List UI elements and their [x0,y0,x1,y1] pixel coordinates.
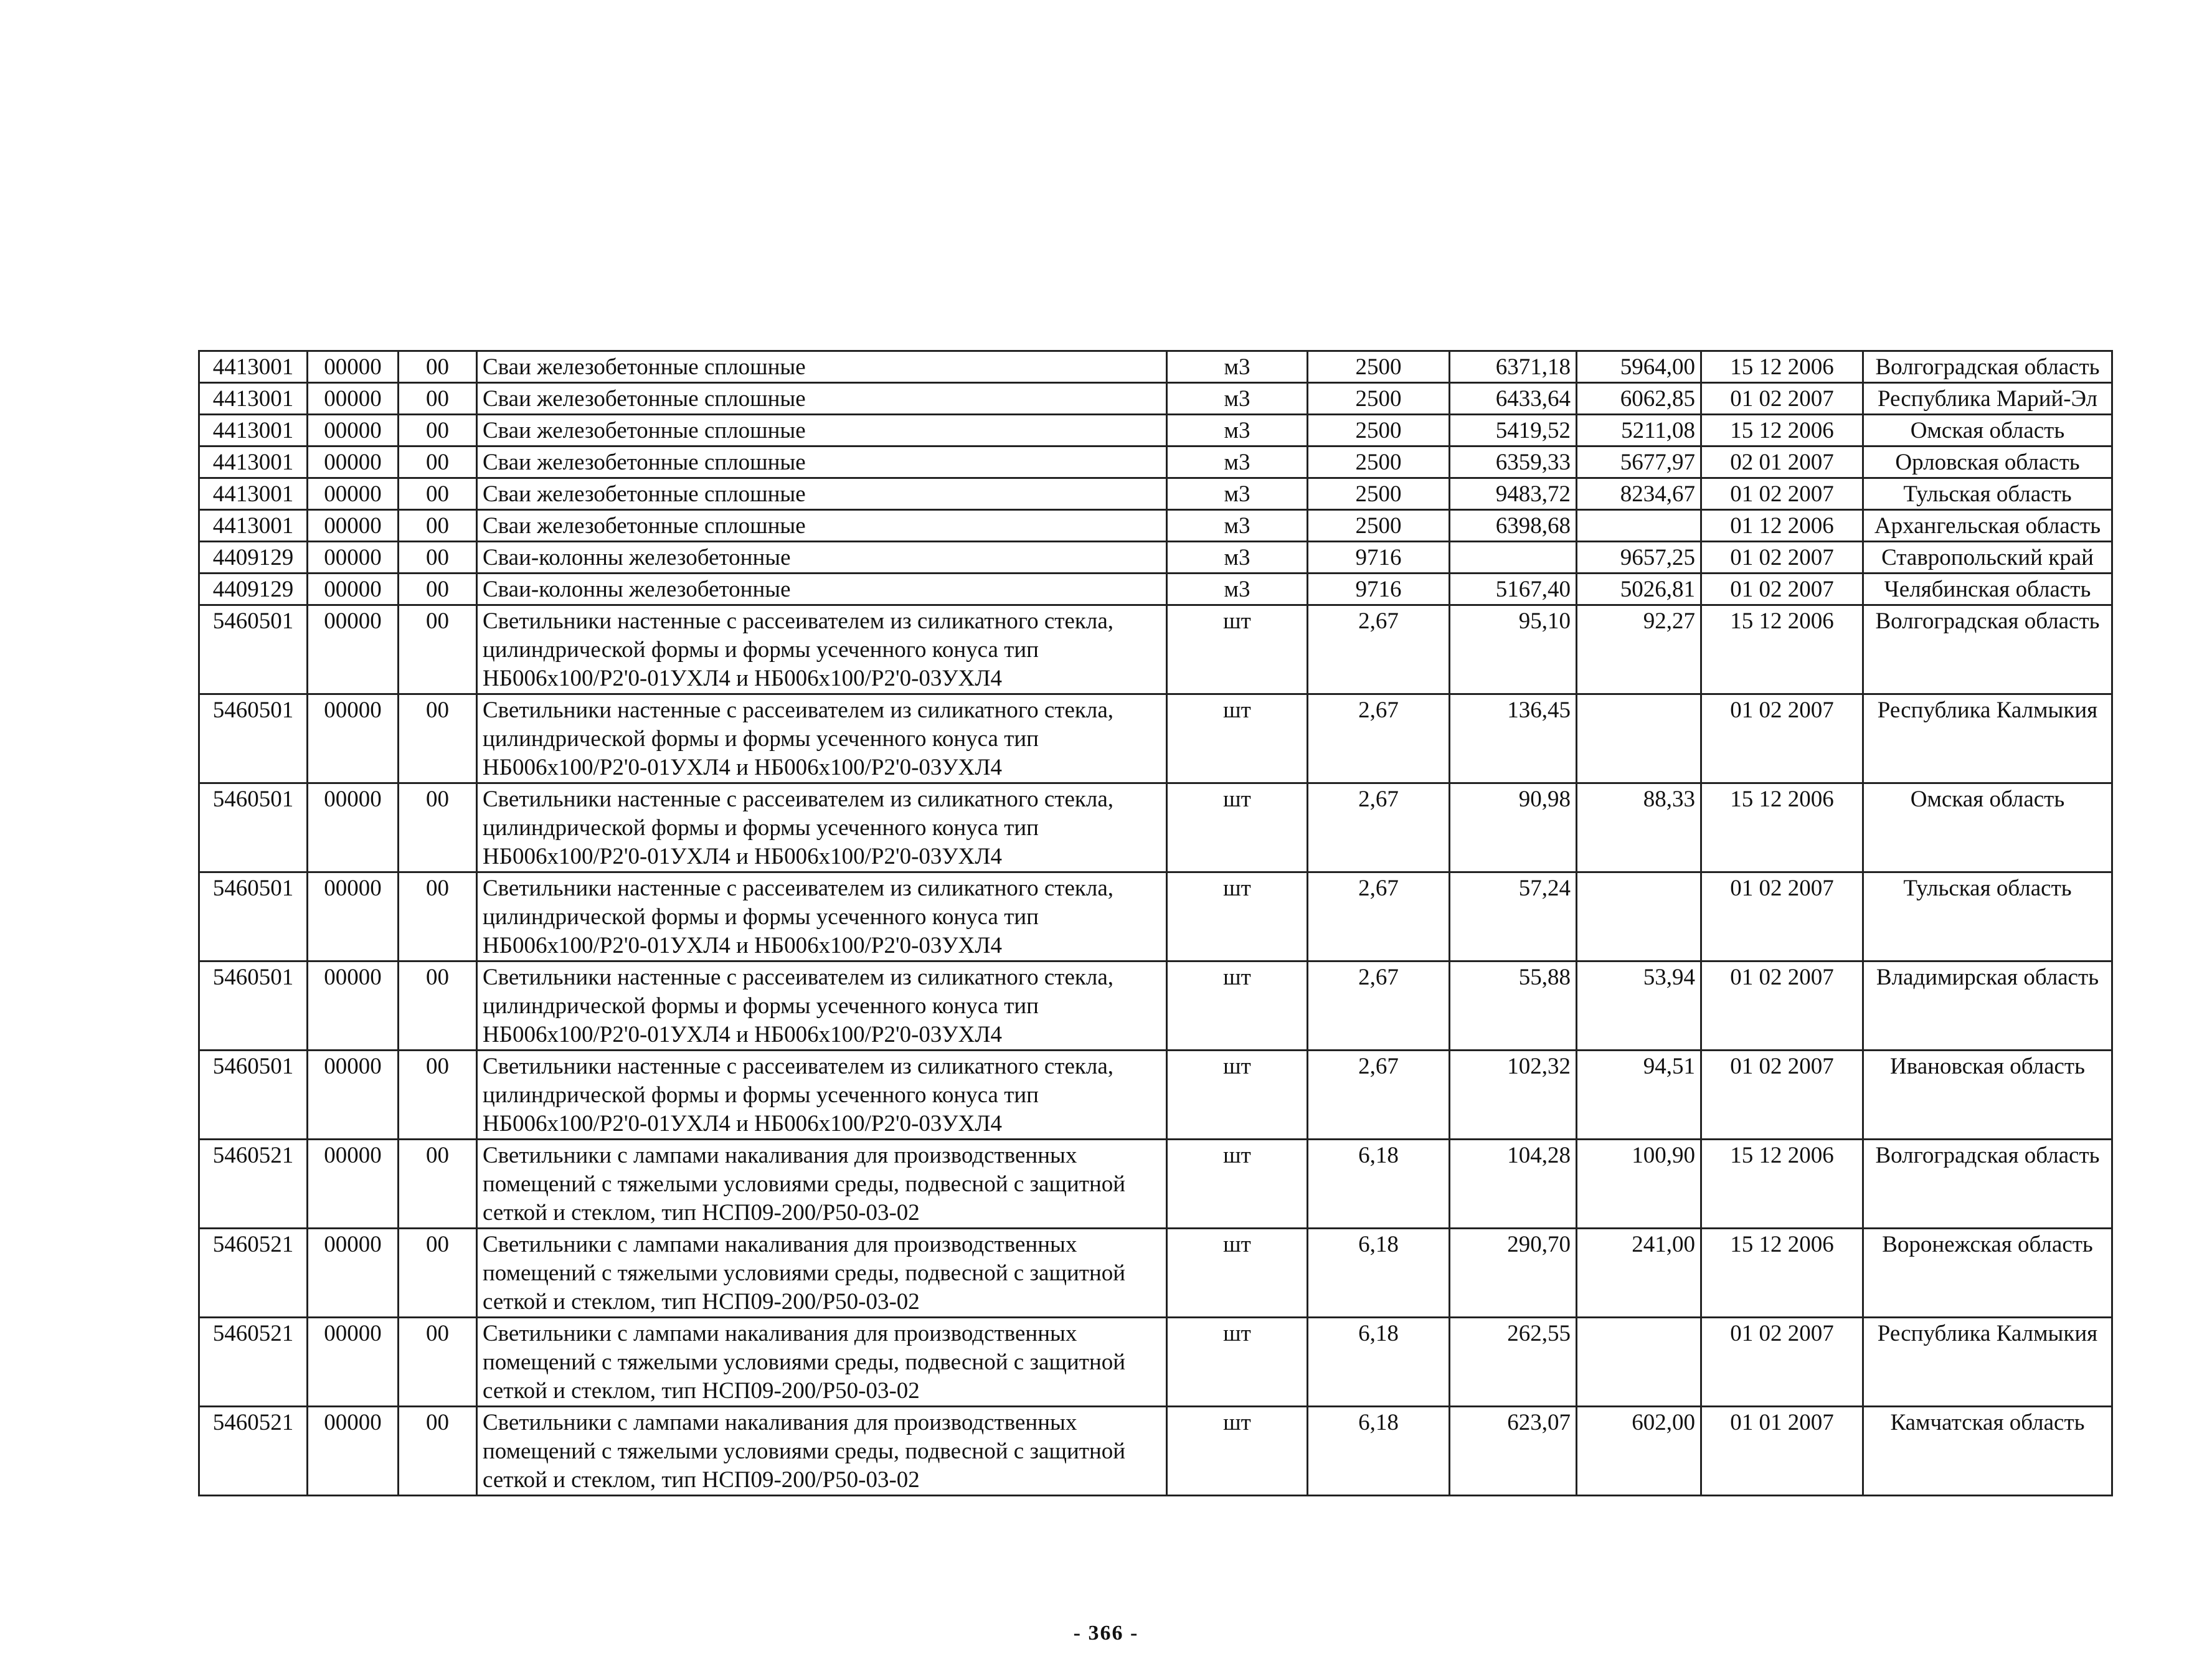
cell-name: Светильники настенные с рассеивателем из силикатного стекла, цилиндрической формы и формы усеченного конуса тип НБ006х100/Р2'0-01УХЛ4 и НБ006х100/Р2'0-03УХЛ4 [477,694,1167,783]
cell-code: 5460521 [199,1407,308,1496]
cell-extension: 00 [399,574,477,605]
cell-code: 5460501 [199,961,308,1051]
cell-name: Светильники настенные с рассеивателем из силикатного стекла, цилиндрической формы и формы усеченного конуса тип НБ006х100/Р2'0-01УХЛ4 и НБ006х100/Р2'0-03УХЛ4 [477,605,1167,694]
cell-code: 4413001 [199,383,308,415]
cell-extension: 00 [399,478,477,510]
cell-coefficient: 2500 [1308,383,1450,415]
cell-region: Волгоградская область [1863,605,2112,694]
cell-price-1: 136,45 [1450,694,1577,783]
cell-price-2 [1577,1318,1701,1407]
table-row [199,783,2112,872]
cell-unit: шт [1167,872,1308,961]
cell-unit: шт [1167,1229,1308,1318]
cell-unit: м3 [1167,574,1308,605]
cell-region: Архангельская область [1863,510,2112,542]
cell-coefficient: 2500 [1308,446,1450,478]
cell-subcode: 00000 [308,872,399,961]
cell-price-2: 5026,81 [1577,574,1701,605]
cell-price-2: 9657,25 [1577,542,1701,574]
cell-unit: м3 [1167,383,1308,415]
cell-code: 4409129 [199,574,308,605]
cell-name: Светильники с лампами накаливания для производственных помещений с тяжелыми условиями среды, подвесной с защитной сеткой и стеклом, тип НСП09-200/Р50-03-02 [477,1229,1167,1318]
cell-region: Ивановская область [1863,1051,2112,1140]
cell-price-1: 623,07 [1450,1407,1577,1496]
cell-extension: 00 [399,1229,477,1318]
cell-price-1: 57,24 [1450,872,1577,961]
cell-subcode: 00000 [308,415,399,446]
cell-date: 02 01 2007 [1701,446,1863,478]
cell-extension: 00 [399,872,477,961]
cell-price-2: 5964,00 [1577,351,1701,383]
cell-code: 4413001 [199,446,308,478]
cell-subcode: 00000 [308,961,399,1051]
cell-code: 5460521 [199,1140,308,1229]
cell-code: 4413001 [199,478,308,510]
cell-price-1: 104,28 [1450,1140,1577,1229]
cell-price-1: 6398,68 [1450,510,1577,542]
cell-extension: 00 [399,446,477,478]
cell-price-1 [1450,542,1577,574]
cell-price-1: 6371,18 [1450,351,1577,383]
cell-subcode: 00000 [308,1229,399,1318]
cell-price-2: 6062,85 [1577,383,1701,415]
cell-subcode: 00000 [308,1051,399,1140]
page-number: - 366 - [1073,1622,1139,1645]
cell-coefficient: 6,18 [1308,1318,1450,1407]
cell-date: 01 02 2007 [1701,961,1863,1051]
cell-name: Сваи железобетонные сплошные [477,415,1167,446]
cell-coefficient: 2,67 [1308,961,1450,1051]
cell-unit: шт [1167,1318,1308,1407]
cell-subcode: 00000 [308,694,399,783]
table-row [199,694,2112,783]
cell-price-1: 290,70 [1450,1229,1577,1318]
cell-code: 5460521 [199,1229,308,1318]
cell-unit: шт [1167,605,1308,694]
cell-price-1: 90,98 [1450,783,1577,872]
cell-price-2 [1577,510,1701,542]
cell-date: 15 12 2006 [1701,1229,1863,1318]
table-row [199,574,2112,605]
cell-code: 5460501 [199,1051,308,1140]
cell-extension: 00 [399,605,477,694]
cell-date: 01 02 2007 [1701,383,1863,415]
cell-coefficient: 2,67 [1308,694,1450,783]
table-row [199,1407,2112,1496]
cell-name: Светильники настенные с рассеивателем из силикатного стекла, цилиндрической формы и формы усеченного конуса тип НБ006х100/Р2'0-01УХЛ4 и НБ006х100/Р2'0-03УХЛ4 [477,1051,1167,1140]
cell-extension: 00 [399,383,477,415]
cell-date: 01 02 2007 [1701,1318,1863,1407]
cell-unit: шт [1167,694,1308,783]
cell-extension: 00 [399,351,477,383]
cell-price-1: 5419,52 [1450,415,1577,446]
cell-price-2: 88,33 [1577,783,1701,872]
cell-code: 4413001 [199,351,308,383]
cell-extension: 00 [399,1407,477,1496]
cell-coefficient: 2500 [1308,415,1450,446]
cell-date: 01 01 2007 [1701,1407,1863,1496]
cell-unit: м3 [1167,415,1308,446]
table-row [199,383,2112,415]
cell-region: Челябинская область [1863,574,2112,605]
cell-price-2: 92,27 [1577,605,1701,694]
cell-date: 15 12 2006 [1701,415,1863,446]
table-row [199,1318,2112,1407]
table-body [199,351,2112,1496]
cell-price-2: 5211,08 [1577,415,1701,446]
cell-code: 5460501 [199,694,308,783]
cell-coefficient: 2500 [1308,478,1450,510]
cell-price-1: 9483,72 [1450,478,1577,510]
cell-name: Светильники настенные с рассеивателем из силикатного стекла, цилиндрической формы и формы усеченного конуса тип НБ006х100/Р2'0-01УХЛ4 и НБ006х100/Р2'0-03УХЛ4 [477,872,1167,961]
cell-price-1: 6359,33 [1450,446,1577,478]
cell-unit: м3 [1167,351,1308,383]
cell-name: Сваи-колонны железобетонные [477,542,1167,574]
cell-code: 5460521 [199,1318,308,1407]
cell-date: 15 12 2006 [1701,351,1863,383]
cell-region: Волгоградская область [1863,351,2112,383]
cell-price-2: 53,94 [1577,961,1701,1051]
cell-code: 5460501 [199,872,308,961]
cell-price-2: 100,90 [1577,1140,1701,1229]
cell-price-2 [1577,694,1701,783]
cell-subcode: 00000 [308,478,399,510]
cell-name: Сваи железобетонные сплошные [477,351,1167,383]
cell-subcode: 00000 [308,574,399,605]
cell-unit: м3 [1167,542,1308,574]
cell-region: Владимирская область [1863,961,2112,1051]
cell-name: Светильники настенные с рассеивателем из силикатного стекла, цилиндрической формы и формы усеченного конуса тип НБ006х100/Р2'0-01УХЛ4 и НБ006х100/Р2'0-03УХЛ4 [477,783,1167,872]
cell-coefficient: 9716 [1308,574,1450,605]
cell-unit: м3 [1167,510,1308,542]
cell-region: Тульская область [1863,478,2112,510]
cell-region: Омская область [1863,415,2112,446]
table-row [199,1229,2112,1318]
cell-unit: м3 [1167,478,1308,510]
cell-extension: 00 [399,542,477,574]
cell-coefficient: 6,18 [1308,1407,1450,1496]
cell-region: Ставропольский край [1863,542,2112,574]
cell-code: 4409129 [199,542,308,574]
cell-subcode: 00000 [308,1140,399,1229]
cell-name: Сваи железобетонные сплошные [477,446,1167,478]
cell-extension: 00 [399,1140,477,1229]
cell-coefficient: 9716 [1308,542,1450,574]
cell-coefficient: 2500 [1308,351,1450,383]
cell-price-1: 102,32 [1450,1051,1577,1140]
table-row [199,415,2112,446]
cell-price-2: 8234,67 [1577,478,1701,510]
cell-date: 01 02 2007 [1701,574,1863,605]
cell-price-1: 262,55 [1450,1318,1577,1407]
cell-coefficient: 2500 [1308,510,1450,542]
cell-code: 5460501 [199,605,308,694]
cell-unit: шт [1167,961,1308,1051]
cell-date: 01 12 2006 [1701,510,1863,542]
cell-name: Светильники настенные с рассеивателем из силикатного стекла, цилиндрической формы и формы усеченного конуса тип НБ006х100/Р2'0-01УХЛ4 и НБ006х100/Р2'0-03УХЛ4 [477,961,1167,1051]
table-row [199,605,2112,694]
cell-extension: 00 [399,694,477,783]
cell-price-2: 602,00 [1577,1407,1701,1496]
cell-price-1: 95,10 [1450,605,1577,694]
cell-subcode: 00000 [308,383,399,415]
table-row [199,478,2112,510]
cell-subcode: 00000 [308,446,399,478]
cell-name: Сваи-колонны железобетонные [477,574,1167,605]
cell-code: 4413001 [199,510,308,542]
table-row [199,1051,2112,1140]
cell-price-1: 55,88 [1450,961,1577,1051]
cell-date: 01 02 2007 [1701,478,1863,510]
cell-region: Камчатская область [1863,1407,2112,1496]
cell-unit: шт [1167,783,1308,872]
cell-name: Светильники с лампами накаливания для производственных помещений с тяжелыми условиями среды, подвесной с защитной сеткой и стеклом, тип НСП09-200/Р50-03-02 [477,1407,1167,1496]
cell-extension: 00 [399,415,477,446]
cell-price-2: 5677,97 [1577,446,1701,478]
cell-region: Орловская область [1863,446,2112,478]
cell-subcode: 00000 [308,351,399,383]
cell-unit: шт [1167,1051,1308,1140]
price-table [198,350,2113,1496]
cell-subcode: 00000 [308,605,399,694]
cell-code: 5460501 [199,783,308,872]
table-row [199,351,2112,383]
cell-coefficient: 2,67 [1308,1051,1450,1140]
cell-date: 01 02 2007 [1701,694,1863,783]
cell-coefficient: 6,18 [1308,1140,1450,1229]
table-row [199,510,2112,542]
cell-name: Сваи железобетонные сплошные [477,510,1167,542]
table-row [199,446,2112,478]
cell-extension: 00 [399,1318,477,1407]
cell-region: Волгоградская область [1863,1140,2112,1229]
cell-region: Республика Калмыкия [1863,694,2112,783]
table-row [199,1140,2112,1229]
cell-unit: шт [1167,1140,1308,1229]
cell-region: Омская область [1863,783,2112,872]
cell-price-2: 94,51 [1577,1051,1701,1140]
cell-region: Республика Марий-Эл [1863,383,2112,415]
cell-date: 15 12 2006 [1701,605,1863,694]
cell-extension: 00 [399,1051,477,1140]
cell-coefficient: 2,67 [1308,872,1450,961]
cell-date: 01 02 2007 [1701,872,1863,961]
cell-code: 4413001 [199,415,308,446]
cell-name: Сваи железобетонные сплошные [477,478,1167,510]
cell-subcode: 00000 [308,542,399,574]
cell-price-1: 6433,64 [1450,383,1577,415]
cell-date: 01 02 2007 [1701,1051,1863,1140]
cell-region: Воронежская область [1863,1229,2112,1318]
cell-date: 01 02 2007 [1701,542,1863,574]
cell-subcode: 00000 [308,1318,399,1407]
table-row [199,542,2112,574]
cell-unit: м3 [1167,446,1308,478]
cell-unit: шт [1167,1407,1308,1496]
cell-extension: 00 [399,783,477,872]
cell-subcode: 00000 [308,510,399,542]
cell-name: Светильники с лампами накаливания для производственных помещений с тяжелыми условиями среды, подвесной с защитной сеткой и стеклом, тип НСП09-200/Р50-03-02 [477,1318,1167,1407]
cell-region: Республика Калмыкия [1863,1318,2112,1407]
cell-extension: 00 [399,961,477,1051]
cell-coefficient: 6,18 [1308,1229,1450,1318]
cell-extension: 00 [399,510,477,542]
cell-subcode: 00000 [308,1407,399,1496]
cell-date: 15 12 2006 [1701,783,1863,872]
table-row [199,961,2112,1051]
cell-subcode: 00000 [308,783,399,872]
cell-price-2: 241,00 [1577,1229,1701,1318]
cell-name: Сваи железобетонные сплошные [477,383,1167,415]
table-row [199,872,2112,961]
cell-price-2 [1577,872,1701,961]
cell-region: Тульская область [1863,872,2112,961]
cell-name: Светильники с лампами накаливания для производственных помещений с тяжелыми условиями среды, подвесной с защитной сеткой и стеклом, тип НСП09-200/Р50-03-02 [477,1140,1167,1229]
cell-date: 15 12 2006 [1701,1140,1863,1229]
cell-coefficient: 2,67 [1308,783,1450,872]
cell-price-1: 5167,40 [1450,574,1577,605]
cell-coefficient: 2,67 [1308,605,1450,694]
